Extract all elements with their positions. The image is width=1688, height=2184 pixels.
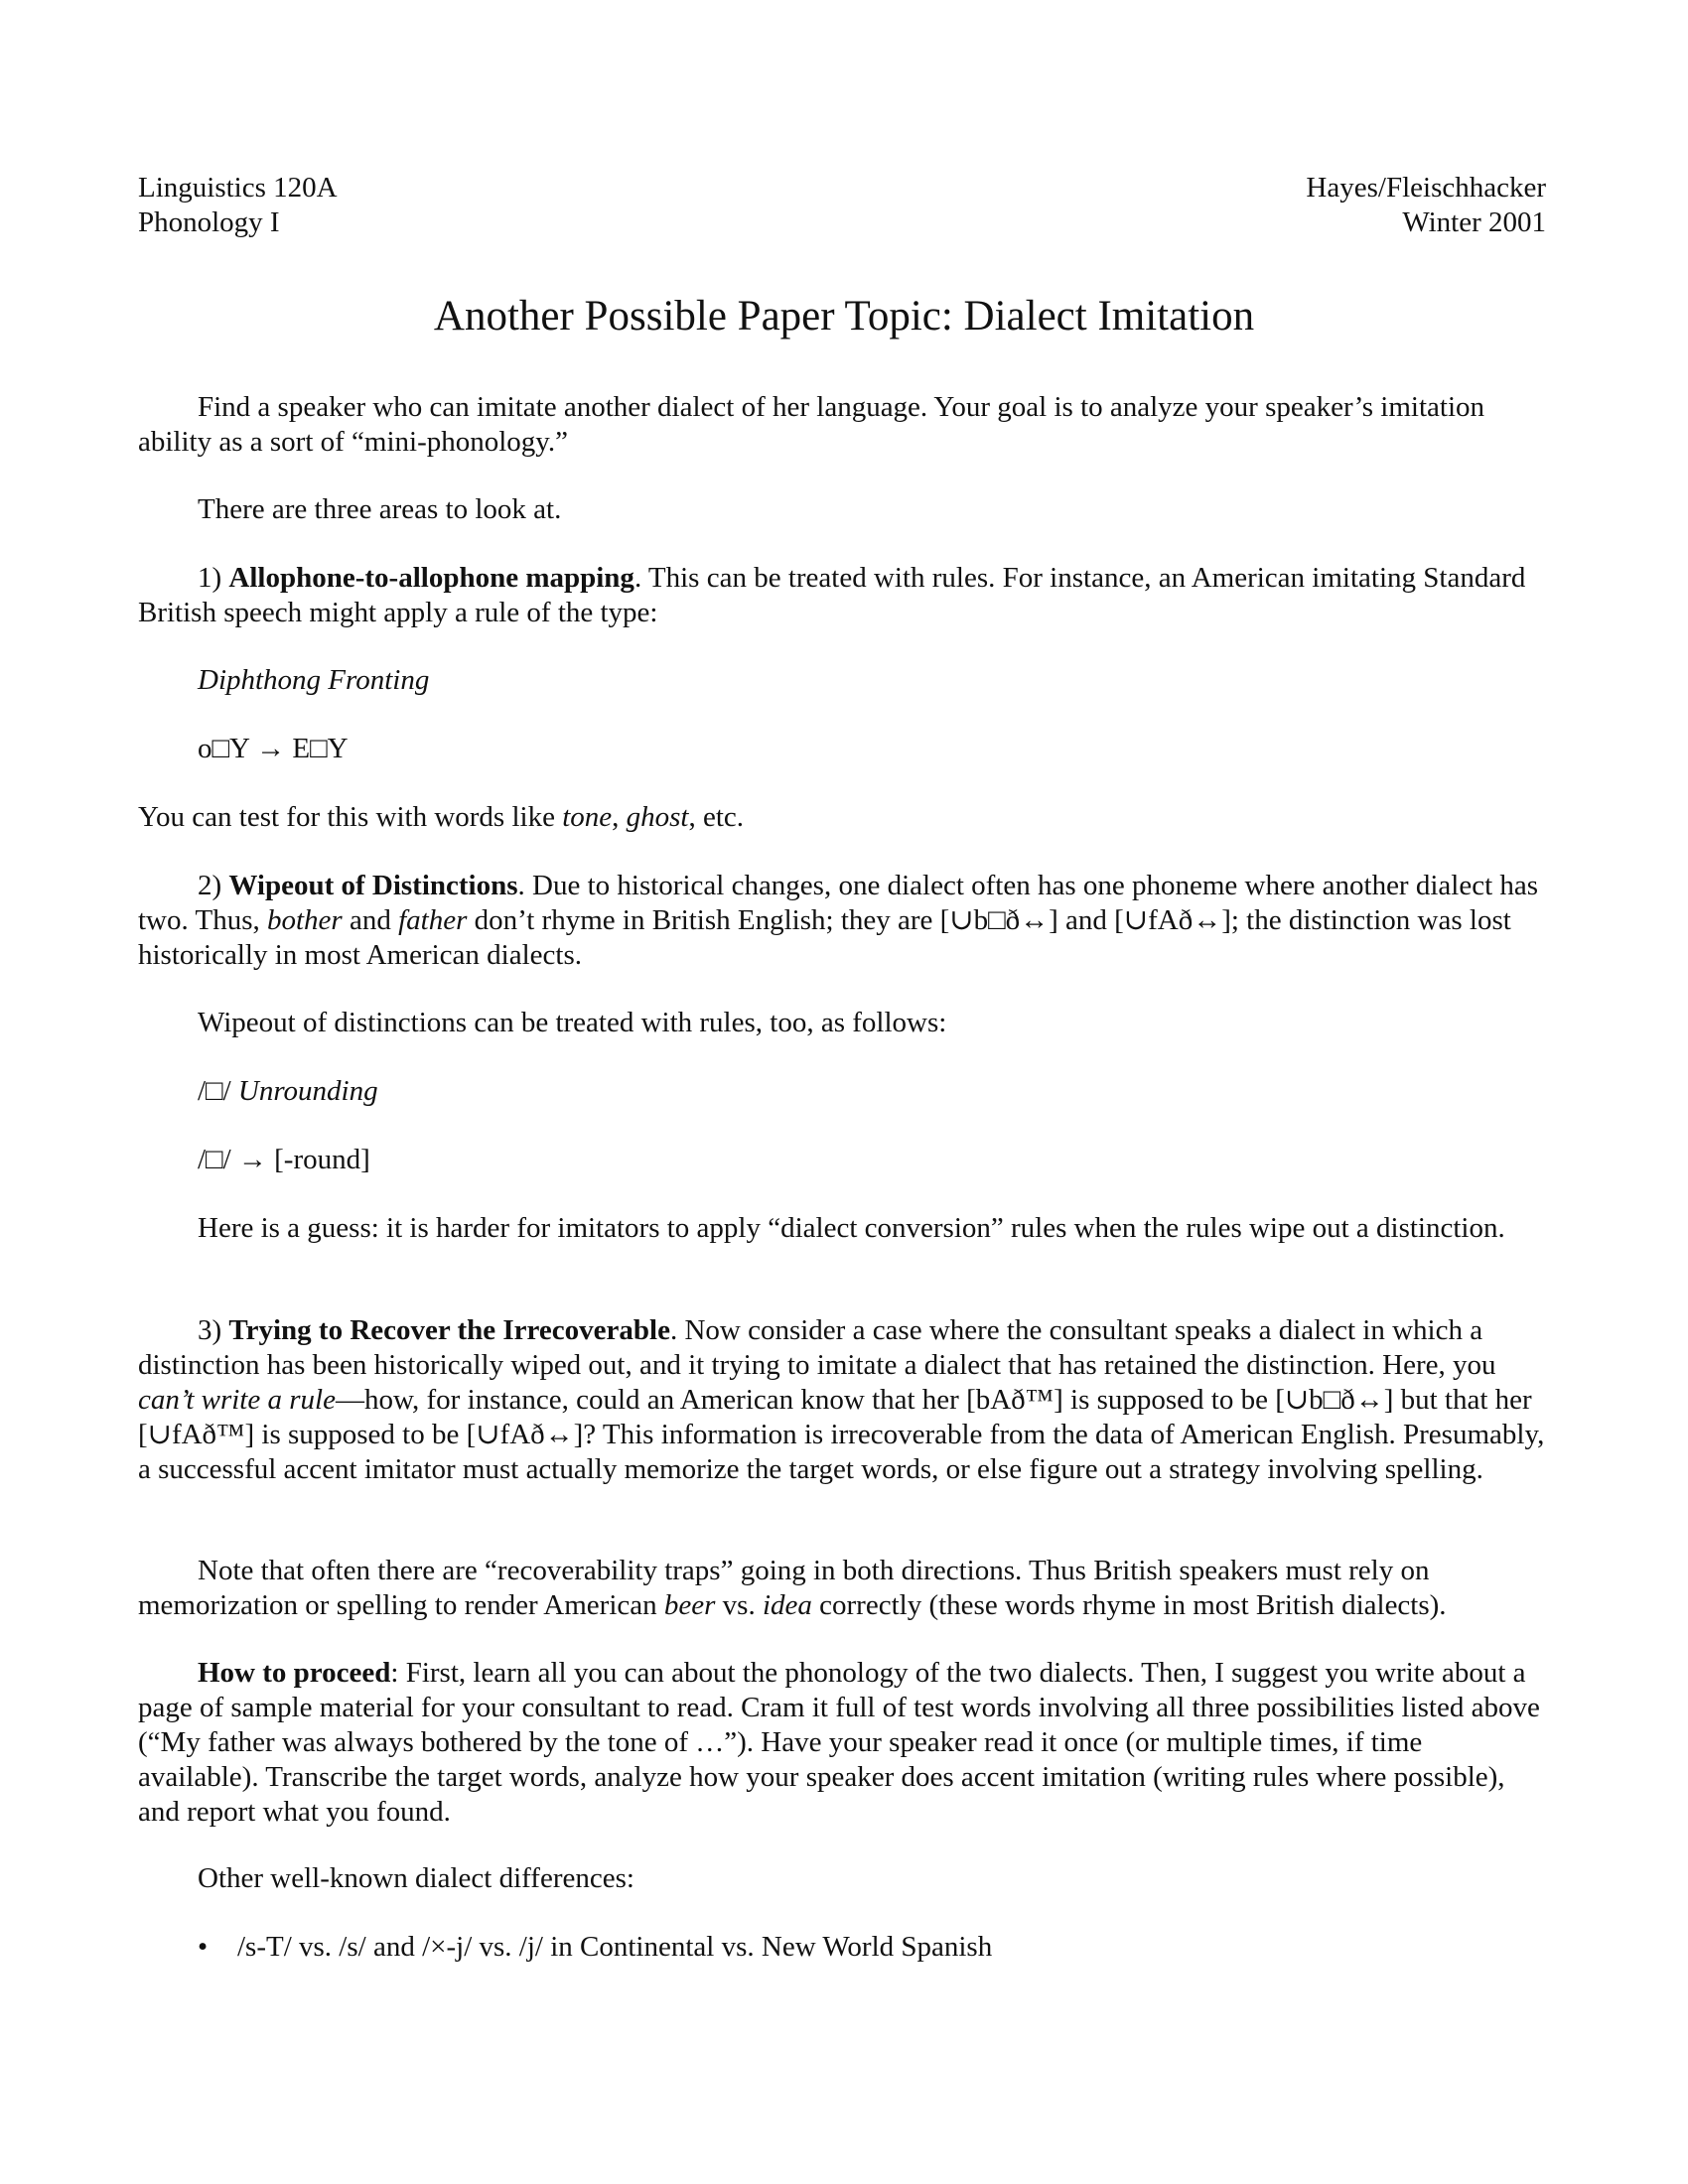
course-name: Phonology I [138, 206, 280, 238]
section-3-text-2: —how, for instance, could an American know that her [bAð™] is supposed to be [∪b□ð↔] but that her [∪fAð™] is supposed to be [∪fAð↔]? This information is irrecoverable from the data of American English. Presumably, a successful accent imitator must actually memorize the target words, or else figure out a strategy involving spelling. [138, 1384, 1545, 1485]
section-3-heading: Trying to Recover the Irrecoverable [228, 1314, 670, 1346]
word-idea: idea [762, 1589, 812, 1621]
proceed-text: : First, learn all you can about the phonology of the two dialects. Then, I suggest you write about a page of sample material for your consultant to read. Cram it full of test words involving all three possibilities listed above (“My father was always bothered by the tone of …”). Have your speaker read it once (or multiple times, if time available). Transcribe the target words, analyze how your speaker does accent imitation (writing rules where possible), and report what you found. [138, 1657, 1540, 1828]
section-1-number: 1) [198, 562, 229, 594]
section-2-paragraph [138, 869, 1546, 973]
proceed-heading: How to proceed [198, 1657, 391, 1689]
test-sep: , [612, 801, 627, 833]
section-3-paragraph [138, 1313, 1546, 1487]
section-2-number: 2) [198, 870, 229, 901]
test-post: , etc. [688, 801, 745, 833]
recoverability-text-1: Note that often there are “recoverability traps” going in both directions. Thus British speakers must rely on memorization or spelling to render American [138, 1555, 1430, 1621]
guess-paragraph: Here is a guess: it is harder for imitators to apply “dialect conversion” rules when the rules wipe out a distinction. [198, 1212, 1505, 1244]
page-title: Another Possible Paper Topic: Dialect Imitation [433, 293, 1255, 340]
word-beer: beer [663, 1589, 716, 1621]
rule-2-formula: /□/ → [-round] [198, 1144, 370, 1175]
section-2-heading: Wipeout of Distinctions [228, 870, 518, 901]
section-1-paragraph [138, 561, 1546, 630]
rule-2-label: Unrounding [237, 1075, 378, 1107]
proceed-paragraph [138, 1656, 1546, 1830]
course-info [138, 171, 338, 240]
section-1-heading: Allophone-to-allophone mapping [228, 562, 634, 594]
recoverability-text-2: vs. [715, 1589, 763, 1621]
intro-paragraph [138, 390, 1546, 460]
rule-2-name [138, 1074, 1606, 1109]
section-1-text: . This can be treated with rules. For instance, an American imitating Standard British speech might apply a rule of the type: [138, 562, 1526, 628]
section-2-text-1: . Due to historical changes, one dialect often has one phoneme where another dialect has two. Thus, [138, 870, 1539, 936]
rule-1-name: Diphthong Fronting [198, 664, 430, 696]
recoverability-paragraph [138, 1554, 1546, 1623]
term: Winter 2001 [1402, 206, 1546, 238]
section-1-test-words [138, 800, 1546, 835]
wipeout-rules-intro: Wipeout of distinctions can be treated with rules, too, as follows: [198, 1007, 947, 1038]
instructor-info [1306, 171, 1546, 240]
intro-text: Find a speaker who can imitate another dialect of her language. Your goal is to analyze your speaker’s imitation ability as a sort of “mini-phonology.” [138, 391, 1485, 458]
recoverability-text-3: correctly (these words rhyme in most British dialects). [811, 1589, 1447, 1621]
rule-1-formula: o□Y → E□Y [198, 733, 349, 764]
test-word-ghost: ghost [626, 801, 689, 833]
list-item: /s-T/ vs. /s/ and /×-j/ vs. /j/ in Continental vs. New World Spanish [237, 1931, 993, 1963]
instructors: Hayes/Fleischhacker [1306, 172, 1546, 204]
word-father: father [398, 904, 468, 936]
other-differences-intro: Other well-known dialect differences: [198, 1862, 634, 1894]
rule-2-segment: /□/ [198, 1075, 238, 1107]
test-word-tone: tone [562, 801, 613, 833]
word-bother: bother [266, 904, 343, 936]
section-2-text-2: and [342, 904, 399, 936]
test-pre: You can test for this with words like [138, 801, 563, 833]
bullet-marker: • [198, 1931, 209, 1963]
section-2-text-3: don’t rhyme in British English; they are [∪b□ð↔] and [∪fAð↔]; the distinction was lost historically in most American dialects. [138, 904, 1511, 971]
areas-intro [138, 492, 1546, 527]
section-3-text-1: . Now consider a case where the consultant speaks a dialect in which a distinction has been historically wiped out, and it trying to imitate a dialect that has retained the distinction. Here, you [138, 1314, 1496, 1381]
section-3-emphasis: can’t write a rule [138, 1384, 336, 1416]
section-3-number: 3) [198, 1314, 229, 1346]
areas-intro-text: There are three areas to look at. [198, 493, 562, 525]
course-number: Linguistics 120A [138, 172, 338, 204]
